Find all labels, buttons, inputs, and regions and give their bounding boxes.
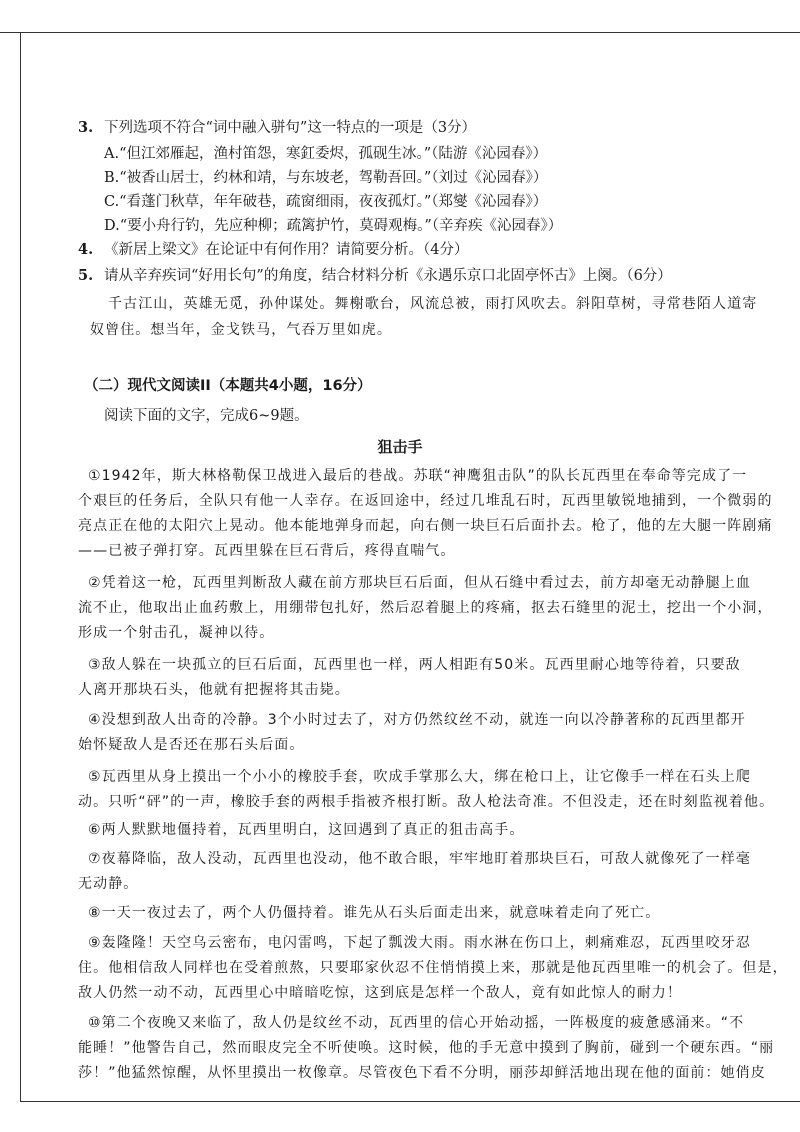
article-paragraph-2: ②凭着这一枪，瓦西里判断敌人藏在前方那块巨石后面，但从石缝中看过去，前方却毫无动静腿上血: [88, 575, 751, 591]
page-border-left: [20, 32, 21, 1102]
article-paragraph-9: ⑨轰隆隆！天空乌云密布，电闪雷鸣，下起了瓢泼大雨。雨水淋在伤口上，刺痛难忍，瓦西里咬牙忍: [88, 935, 751, 951]
poem-line: 千古江山，英雄无觅，孙仲谋处。舞榭歌台，风流总被，雨打风吹去。斜阳草树，寻常巷陌人道寄: [108, 296, 758, 312]
article-paragraph-10: ⑩第二个夜晚又来临了，敌人仍是纹丝不动，瓦西里的信心开始动摇，一阵极度的疲惫感涌来。“不: [88, 1015, 745, 1031]
article-title: 狙击手: [377, 438, 423, 456]
question-3-option-c: C.“看蓬门秋草，年年破巷，疏窗细雨，夜夜孤灯。”（郑燮《沁园春》）: [104, 194, 548, 210]
question-4: 4. 《新居上梁文》在论证中有何作用？请简要分析。（4分）: [78, 241, 469, 258]
question-3-option-a: A.“但江郊雁起，渔村笛怨，寒釭委烬，孤砚生冰。”（陆游《沁园春》）: [104, 146, 548, 162]
section-instruction: 阅读下面的文字，完成6~9题。: [104, 408, 309, 424]
article-line: 敌人仍然一动不动，瓦西里心中暗暗吃惊，这到底是怎样一个敌人，竟有如此惊人的耐力！: [78, 985, 682, 1001]
article-paragraph-1: ①1942年，斯大林格勒保卫战进入最后的巷战。苏联“神鹰狙击队”的队长瓦西里在奉命等完成了一: [88, 468, 748, 484]
article-line: 亮点正在他的太阳穴上晃动。他本能地弹身而起，向右侧一块巨石后面扑去。枪了，他的左大腿一阵剧痛: [78, 518, 773, 534]
page-border-bottom: [20, 1101, 800, 1102]
poem-line: 奴曾住。想当年，金戈铁马，气吞万里如虎。: [90, 322, 392, 338]
article-line: 莎！”他猛然惊醒，从怀里摸出一枚像章。尽管夜色下看不分明，丽莎却鲜活地出现在他的面前：她俏皮: [78, 1065, 766, 1081]
article-paragraph-5: ⑤瓦西里从身上摸出一个小小的橡胶手套，吹成手掌那么大，绑在枪口上，让它像手一样在石头上爬: [88, 769, 751, 785]
article-paragraph-4: ④没想到敌人出奇的冷静。3个小时过去了，对方仍然纹丝不动，就连一向以冷静著称的瓦西里都开: [88, 712, 746, 728]
article-line: 人离开那块石头，他就有把握将其击毙。: [78, 682, 350, 698]
article-paragraph-3: ③敌人躲在一块孤立的巨石后面，瓦西里也一样，两人相距有50米。瓦西里耐心地等待着，只要敌: [88, 657, 741, 673]
article-line: 动。只听“砰”的一声，橡胶手套的两根手指被齐根打断。敌人枪法奇准。不但没走，还在时刻监视着他。: [78, 794, 775, 810]
article-line: 住。他相信敌人同样也在受着煎熬，只要耶家伙忍不住悄悄摸上来，那就是他瓦西里唯一的机会了。但是，: [78, 960, 788, 976]
article-paragraph-7: ⑦夜幕降临，敌人没动，瓦西里也没动，他不敢合眼，牢牢地盯着那块巨石，可敌人就像死了一样毫: [88, 851, 751, 867]
article-paragraph-8: ⑧一天一夜过去了，两个人仍僵持着。谁先从石头后面走出来，就意味着走向了死亡。: [88, 905, 661, 921]
article-line: 流不止，他取出止血药敷上，用绷带包扎好，然后忍着腿上的疼痛，抠去石缝里的泥土，挖出一个小洞，: [78, 600, 773, 616]
article-line: 能睡！”他警告自己，然而眼皮完全不听使唤。这时候，他的手无意中摸到了胸前，碰到一个硬东西。“丽: [78, 1040, 775, 1056]
article-paragraph-6: ⑥两人默默地僵持着，瓦西里明白，这回遇到了真正的狙击高手。: [88, 822, 525, 838]
question-3-stem: 3. 下列选项不符合“词中融入骈句”这一特点的一项是（3分）: [78, 119, 477, 136]
article-line: ——已被子弹打穿。瓦西里躲在巨石背后，疼得直喘气。: [78, 543, 456, 559]
article-line: 始怀疑敌人是否还在那石头后面。: [78, 737, 305, 753]
question-5: 5. 请从辛弃疾词“好用长句”的角度，结合材料分析《永遇乐京口北固亭怀古》上阕。（6分）: [78, 267, 672, 284]
article-line: 形成一个射击孔，凝神以待。: [78, 625, 275, 641]
page-border-top: [0, 32, 800, 33]
section-heading: （二）现代文阅读II（本题共4小题，16分）: [84, 378, 372, 394]
article-line: 个艰巨的任务后，全队只有他一人幸存。在返回途中，经过几堆乱石时，瓦西里敏锐地捕到，一个微弱的: [78, 493, 773, 509]
question-3-option-b: B.“被香山居士，约林和靖，与东坡老，驾勒吾回。”（刘过《沁园春》）: [104, 170, 548, 186]
article-line: 无动静。: [78, 876, 139, 892]
question-3-option-d: D.“要小舟行钓，先应种柳；疏篱护竹，莫碍观梅。”（辛弃疾《沁园春》）: [104, 218, 563, 234]
